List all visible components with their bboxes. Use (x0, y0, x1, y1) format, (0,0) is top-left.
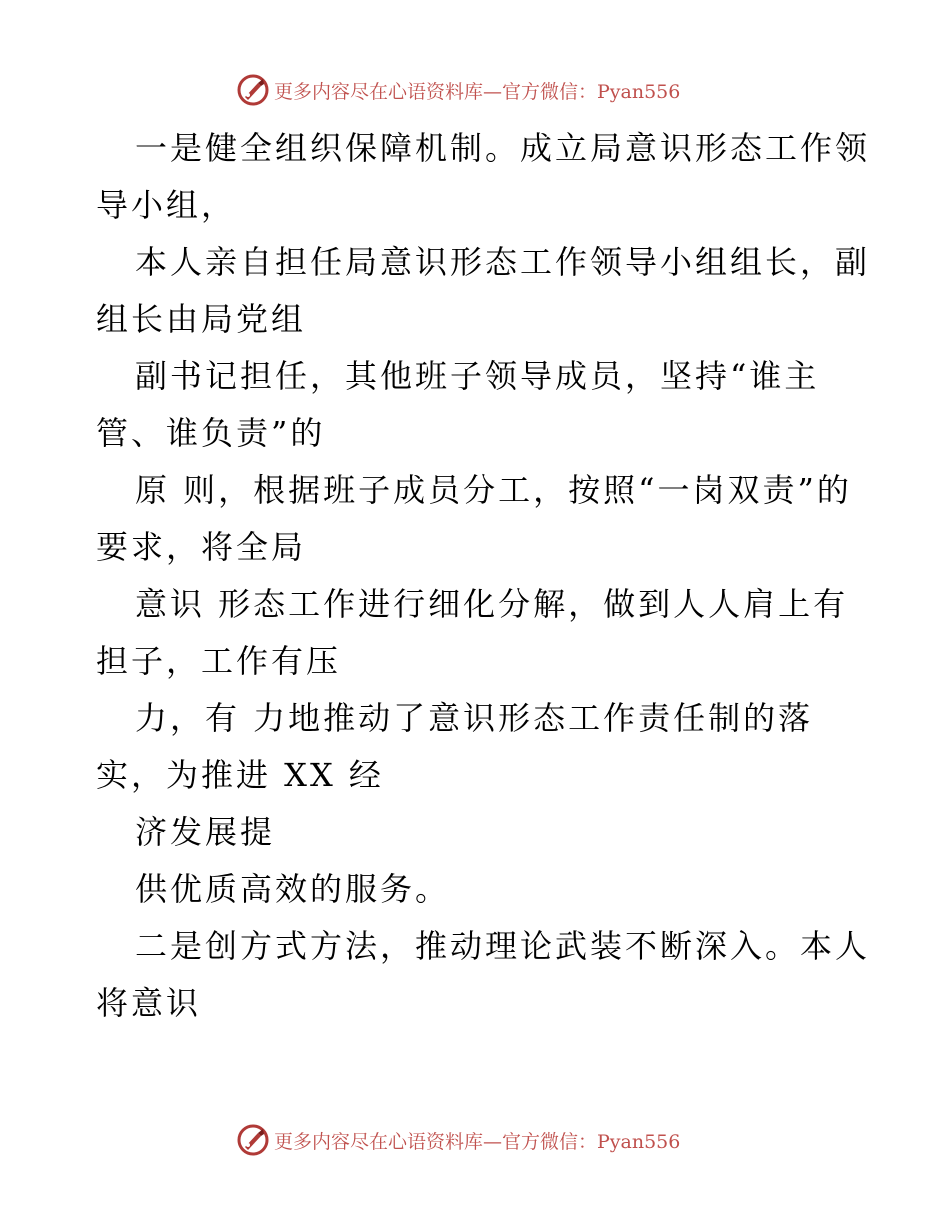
paragraph-line-6: 力，有 力地推动了意识形态工作责任制的落实，为推进 XX 经 (96, 699, 814, 794)
paragraph-line-7: 济发展提 (135, 813, 276, 851)
header-banner-text: 更多内容尽在心语资料库—官方微信：Pyan556 (274, 80, 681, 103)
pen-nib-logo-icon (236, 73, 270, 107)
paragraph-line-8: 供优质高效的服务。 (135, 870, 451, 908)
paragraph-line-4: 原 则，根据班子成员分工，按照“一岗双责”的要求，将全局 (96, 471, 852, 566)
pen-nib-logo-icon (236, 1123, 270, 1157)
paragraph-line-2: 本人亲自担任局意识形态工作领导小组组长，副组长由局党组 (96, 243, 871, 338)
footer-banner (236, 1122, 680, 1158)
paragraph-line-3: 副书记担任，其他班子领导成员，坚持“谁主管、谁负责”的 (96, 357, 820, 452)
paragraph-line-1: 一是健全组织保障机制。成立局意识形态工作领导小组， (96, 129, 871, 224)
document-body (96, 120, 876, 1032)
footer-banner-text: 更多内容尽在心语资料库—官方微信：Pyan556 (274, 1130, 681, 1153)
paragraph-line-9: 二是创方式方法，推动理论武装不断深入。本人将意识 (96, 927, 871, 1022)
header-banner (236, 72, 680, 108)
paragraph-line-5: 意识 形态工作进行细化分解，做到人人肩上有担子，工作有压 (96, 585, 849, 680)
